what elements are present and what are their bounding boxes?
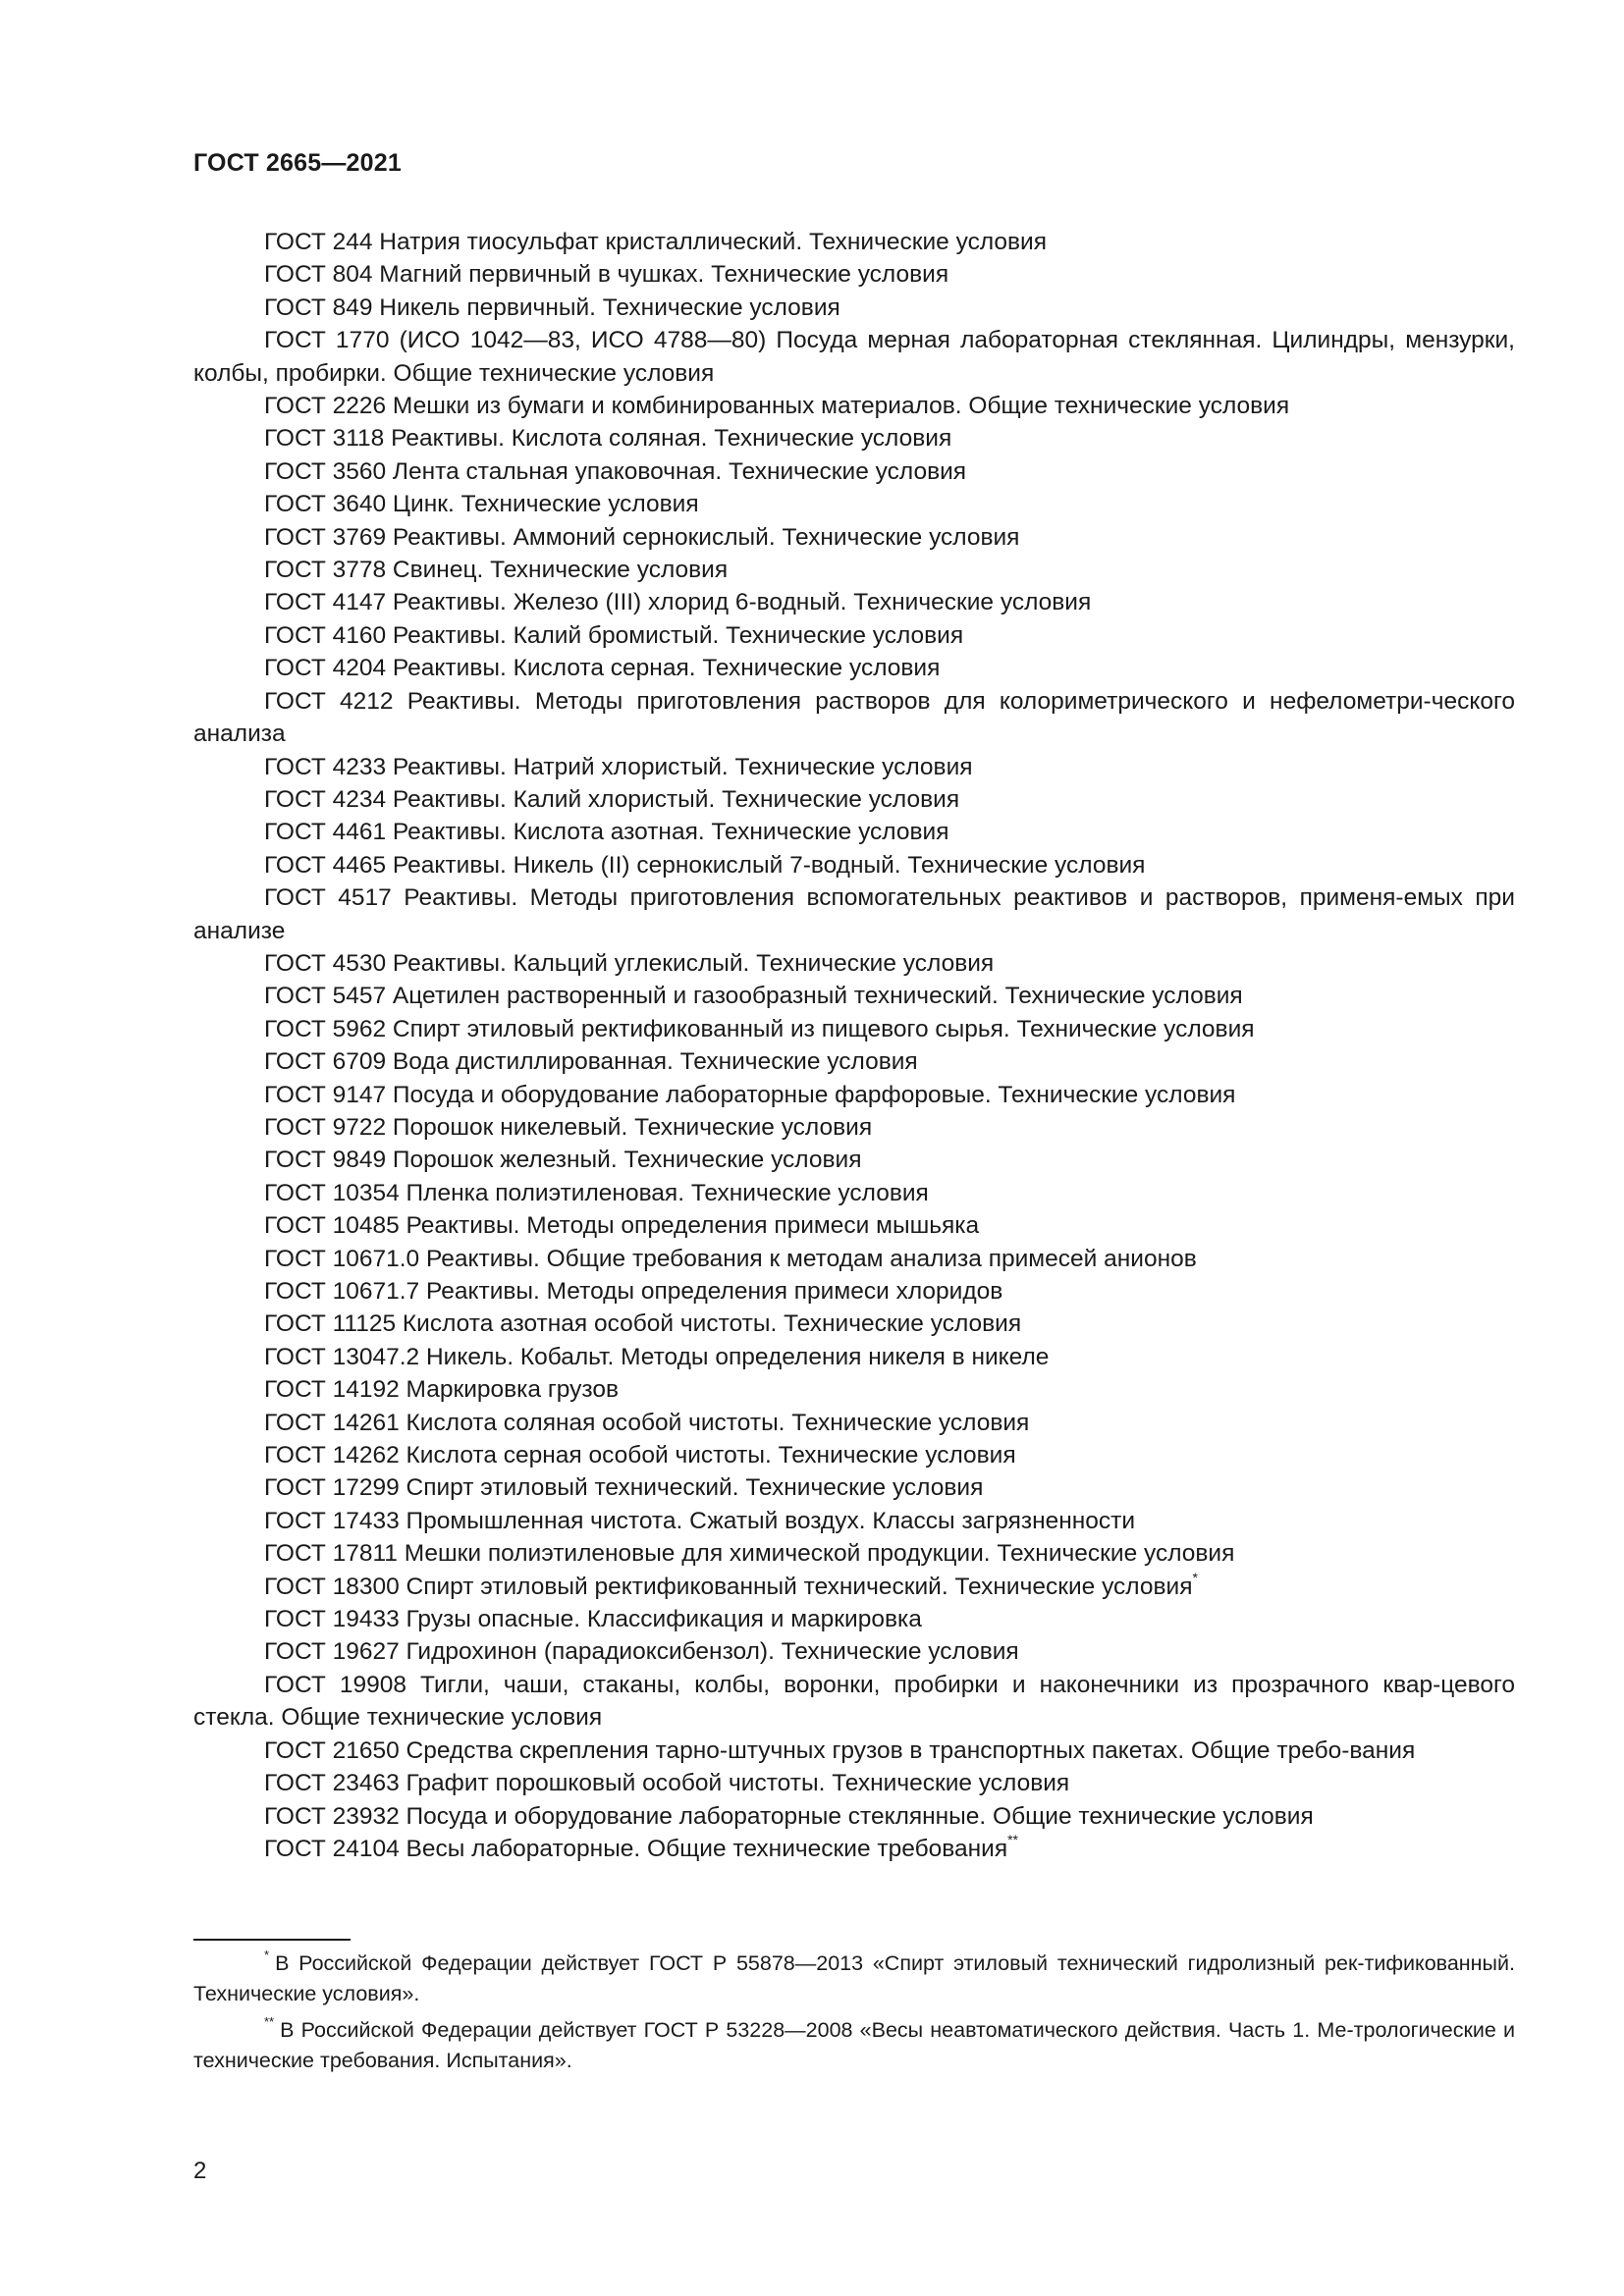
- reference-text: ГОСТ 4212 Реактивы. Методы приготовления растворов для колориметрического и нефелометри-ческого анализа: [193, 687, 1515, 748]
- reference-item: [193, 586, 1515, 618]
- reference-text: ГОСТ 4147 Реактивы. Железо (III) хлорид 6-водный. Технические условия: [264, 589, 1092, 616]
- reference-item: [193, 1669, 1515, 1735]
- reference-item: [193, 1341, 1515, 1373]
- reference-item: [193, 1275, 1515, 1308]
- reference-text: ГОСТ 244 Натрия тиосульфат кристаллический. Технические условия: [264, 229, 1047, 255]
- reference-item: [193, 816, 1515, 848]
- reference-text: ГОСТ 17811 Мешки полиэтиленовые для химической продукции. Технические условия: [264, 1540, 1235, 1568]
- reference-item: [193, 324, 1515, 390]
- footnote-text: В Российской Федерации действует ГОСТ Р 55878—2013 «Спирт этиловый технический гидролизный рек-тификованный. Технические условия».: [193, 1951, 1515, 2005]
- reference-item: [193, 258, 1515, 291]
- reference-item: [193, 488, 1515, 520]
- footnote-marker: **: [1007, 1831, 1018, 1847]
- reference-item: [193, 1177, 1515, 1209]
- reference-text: ГОСТ 4465 Реактивы. Никель (II) сернокислый 7-водный. Технические условия: [264, 851, 1146, 879]
- reference-text: ГОСТ 11125 Кислота азотная особой чистоты. Технические условия: [264, 1310, 1022, 1338]
- reference-item: [193, 292, 1515, 324]
- reference-item: [193, 783, 1515, 816]
- reference-text: ГОСТ 9849 Порошок железный. Технические условия: [264, 1147, 862, 1174]
- reference-item: [193, 1767, 1515, 1799]
- reference-text: ГОСТ 17433 Промышленная чистота. Сжатый воздух. Классы загрязненности: [264, 1507, 1136, 1534]
- reference-item: [193, 1537, 1515, 1570]
- reference-text: ГОСТ 23463 Графит порошковый особой чистоты. Технические условия: [264, 1770, 1070, 1797]
- reference-item: [193, 947, 1515, 980]
- reference-text: ГОСТ 13047.2 Никель. Кобальт. Методы определения никеля в никеле: [264, 1343, 1050, 1370]
- reference-item: [193, 1439, 1515, 1471]
- reference-text: ГОСТ 4233 Реактивы. Натрий хлористый. Технические условия: [264, 753, 973, 780]
- reference-item: [193, 685, 1515, 751]
- reference-text: ГОСТ 14262 Кислота серная особой чистоты. Технические условия: [264, 1442, 1016, 1469]
- reference-text: ГОСТ 3640 Цинк. Технические условия: [264, 491, 699, 518]
- reference-text: ГОСТ 9147 Посуда и оборудование лабораторные фарфоровые. Технические условия: [264, 1081, 1236, 1108]
- reference-text: ГОСТ 4530 Реактивы. Кальций углекислый. Технические условия: [264, 949, 995, 977]
- reference-item: [193, 1013, 1515, 1045]
- reference-text: ГОСТ 18300 Спирт этиловый ректификованный технический. Технические условия: [264, 1573, 1193, 1600]
- reference-item: [193, 1045, 1515, 1078]
- reference-text: ГОСТ 17299 Спирт этиловый технический. Технические условия: [264, 1474, 984, 1502]
- reference-text: ГОСТ 3769 Реактивы. Аммоний сернокислый. Технические условия: [264, 523, 1020, 551]
- page-number: 2: [193, 2158, 207, 2184]
- reference-item: [193, 455, 1515, 488]
- reference-item: [193, 1373, 1515, 1406]
- normative-references-list: [193, 226, 1515, 1865]
- reference-text: ГОСТ 4517 Реактивы. Методы приготовления вспомогательных реактивов и растворов, применя-емых при анализе: [193, 884, 1515, 944]
- reference-text: ГОСТ 14192 Маркировка грузов: [264, 1376, 619, 1404]
- reference-text: ГОСТ 10671.7 Реактивы. Методы определения примеси хлоридов: [264, 1278, 1003, 1305]
- footnote-item: [193, 1949, 1515, 2009]
- reference-text: ГОСТ 9722 Порошок никелевый. Технические условия: [264, 1113, 873, 1141]
- reference-item: [193, 1079, 1515, 1111]
- reference-item: [193, 554, 1515, 586]
- reference-text: ГОСТ 3778 Свинец. Технические условия: [264, 557, 729, 584]
- reference-text: ГОСТ 3560 Лента стальная упаковочная. Технические условия: [264, 457, 967, 485]
- reference-item: [193, 390, 1515, 422]
- reference-text: ГОСТ 4160 Реактивы. Калий бромистый. Технические условия: [264, 621, 964, 649]
- footnote-marker: *: [1192, 1569, 1198, 1585]
- reference-item: [193, 652, 1515, 684]
- reference-item: [193, 1833, 1515, 1865]
- reference-item: [193, 1603, 1515, 1635]
- reference-text: ГОСТ 1770 (ИСО 1042—83, ИСО 4788—80) Посуда мерная лабораторная стеклянная. Цилиндры, мензурки, колбы, пробирки. Общие технические условия: [193, 327, 1515, 387]
- reference-item: [193, 226, 1515, 258]
- reference-item: [193, 1635, 1515, 1668]
- reference-text: ГОСТ 10354 Пленка полиэтиленовая. Технические условия: [264, 1179, 929, 1206]
- reference-text: ГОСТ 4204 Реактивы. Кислота серная. Технические условия: [264, 655, 941, 682]
- footnote-item: [193, 2015, 1515, 2076]
- reference-text: ГОСТ 10485 Реактивы. Методы определения примеси мышьяка: [264, 1212, 980, 1240]
- reference-item: [193, 1111, 1515, 1144]
- reference-text: ГОСТ 6709 Вода дистиллированная. Технические условия: [264, 1048, 918, 1076]
- reference-text: ГОСТ 3118 Реактивы. Кислота соляная. Технические условия: [264, 425, 952, 453]
- reference-text: ГОСТ 23932 Посуда и оборудование лабораторные стеклянные. Общие технические условия: [264, 1802, 1314, 1830]
- footnote-text: В Российской Федерации действует ГОСТ Р 53228—2008 «Весы неавтоматического действия. Часть 1. Ме-трологические и технические требования. Испытания».: [193, 2018, 1515, 2072]
- reference-text: ГОСТ 5457 Ацетилен растворенный и газообразный технический. Технические условия: [264, 983, 1243, 1010]
- reference-item: [193, 1471, 1515, 1504]
- footnote-marker: **: [264, 2014, 275, 2029]
- reference-item: [193, 751, 1515, 783]
- reference-text: ГОСТ 4461 Реактивы. Кислота азотная. Технические условия: [264, 819, 949, 846]
- reference-item: [193, 619, 1515, 652]
- reference-item: [193, 1407, 1515, 1439]
- reference-text: ГОСТ 19627 Гидрохинон (парадиоксибензол). Технические условия: [264, 1638, 1019, 1666]
- reference-text: ГОСТ 19908 Тигли, чаши, стаканы, колбы, воронки, пробирки и наконечники из прозрачного квар-цевого стекла. Общие технические условия: [193, 1671, 1515, 1732]
- reference-item: [193, 422, 1515, 454]
- reference-text: ГОСТ 2226 Мешки из бумаги и комбинированных материалов. Общие технические условия: [264, 393, 1290, 420]
- reference-item: [193, 881, 1515, 947]
- reference-item: [193, 1735, 1515, 1767]
- reference-item: [193, 1571, 1515, 1603]
- reference-item: [193, 1144, 1515, 1176]
- reference-text: ГОСТ 10671.0 Реактивы. Общие требования к методам анализа примесей анионов: [264, 1245, 1197, 1272]
- reference-text: ГОСТ 804 Магний первичный в чушках. Технические условия: [264, 261, 949, 289]
- reference-item: [193, 1209, 1515, 1242]
- footnote-separator: [193, 1939, 351, 1941]
- reference-text: ГОСТ 5962 Спирт этиловый ректификованный из пищевого сырья. Технические условия: [264, 1015, 1255, 1042]
- footnote-marker: *: [264, 1948, 270, 1962]
- reference-item: [193, 1505, 1515, 1537]
- reference-text: ГОСТ 4234 Реактивы. Калий хлористый. Технические условия: [264, 785, 960, 813]
- reference-item: [193, 849, 1515, 881]
- reference-text: ГОСТ 21650 Средства скрепления тарно-штучных грузов в транспортных пакетах. Общие требо-вания: [264, 1736, 1416, 1764]
- reference-item: [193, 521, 1515, 554]
- reference-item: [193, 1800, 1515, 1833]
- reference-text: ГОСТ 19433 Грузы опасные. Классификация и маркировка: [264, 1606, 922, 1633]
- document-header: ГОСТ 2665—2021: [193, 149, 402, 177]
- reference-item: [193, 1243, 1515, 1275]
- reference-item: [193, 1308, 1515, 1340]
- footnotes: [193, 1949, 1515, 2082]
- reference-text: ГОСТ 849 Никель первичный. Технические условия: [264, 294, 840, 321]
- reference-text: ГОСТ 14261 Кислота соляная особой чистоты. Технические условия: [264, 1409, 1030, 1436]
- reference-text: ГОСТ 24104 Весы лабораторные. Общие технические требования: [264, 1835, 1008, 1862]
- reference-item: [193, 980, 1515, 1012]
